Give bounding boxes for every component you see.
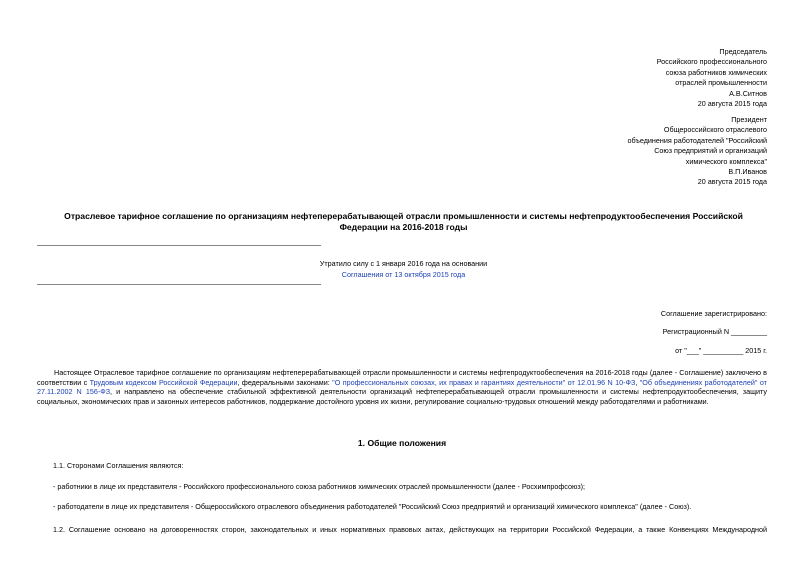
signature-line: Общероссийского отраслевого bbox=[663, 125, 767, 135]
paragraph: 1.2. Соглашение основано на договоренностях сторон, законодательных и иных нормативных правовых актах, действующих на территории Российской Федерации, а также Конвенциях Международной bbox=[53, 525, 767, 534]
intro-paragraph bbox=[37, 368, 767, 406]
signature-line: 20 августа 2015 года bbox=[697, 99, 767, 109]
signature-line: А.В.Ситнов bbox=[729, 88, 767, 98]
labor-code-link[interactable]: Трудовым кодексом Российской Федерации bbox=[89, 377, 238, 387]
paragraph: - работодатели в лице их представителя - Общероссийского отраслевого объединения работодателей "Российский Союз предприятий и организаций химического комплекса" (далее - Союз). bbox=[53, 502, 692, 511]
paragraph: 1.1. Сторонами Соглашения являются: bbox=[53, 461, 184, 470]
signature-line: 20 августа 2015 года bbox=[697, 177, 767, 187]
document-title: Отраслевое тарифное соглашение по организациям нефтеперерабатывающей отрасли промышленности и системы нефтепродуктообеспечения Российской Федерации на 2016-2018 годы bbox=[64, 211, 743, 232]
signature-line: химического комплекса" bbox=[685, 156, 767, 166]
signature-line: Президент bbox=[731, 115, 767, 124]
signature-line: объединения работодателей "Российский bbox=[627, 135, 767, 145]
paragraph: - работники в лице их представителя - Российского профессионального союза работников химических отраслей промышленности (далее - Росхимпрофсоюз); bbox=[53, 482, 586, 491]
registration-label: Соглашение зарегистрировано: bbox=[660, 309, 767, 318]
signature-line: Председатель bbox=[719, 47, 767, 56]
signature-line: Союз предприятий и организаций bbox=[654, 146, 767, 156]
lost-force-text: Утратило силу с 1 января 2016 года на основании bbox=[319, 259, 488, 268]
registration-date: от "___" __________ 2015 г. bbox=[675, 346, 767, 355]
registration-number: Регистрационный N _________ bbox=[662, 327, 767, 336]
intro-text: Настоящее Отраслевое тарифное соглашение по организациям нефтеперерабатывающей отрасли промышленности и системы нефтепродуктообеспечения на 2016-2018 годы (далее - Соглашение) заключено в соответствии с bbox=[37, 368, 767, 387]
lost-force-link[interactable]: Соглашения от 13 октября 2015 года bbox=[341, 269, 466, 279]
trade-unions-law-link[interactable]: "О профессиональных союзах, их правах и гарантиях деятельности" от 12.01.96 N 10-ФЗ bbox=[332, 377, 636, 387]
intro-text: , и направлено на обеспечение стабильной эффективной деятельности организаций нефтеперерабатывающей отрасли промышленности и системы нефтепродуктообеспечения, защиту социальных, экономических прав и законных интересов работников, поддержание достойного уровня их жизни, регулирование социально-трудовых отношений между работодателями и работниками. bbox=[37, 387, 767, 406]
signature-line: В.П.Иванов bbox=[728, 167, 767, 177]
intro-text: , bbox=[635, 377, 640, 387]
intro-text: , федеральными законами: bbox=[237, 377, 333, 387]
lost-force-notice bbox=[37, 259, 770, 280]
divider bbox=[37, 245, 321, 246]
signature-block-president bbox=[628, 115, 767, 188]
section-heading: 1. Общие положения bbox=[357, 438, 447, 448]
signature-line: Российского профессионального bbox=[656, 57, 767, 67]
employers-law-link[interactable]: "Об объединениях работодателей" от 27.11.2002 N 156-ФЗ bbox=[37, 377, 767, 397]
divider bbox=[37, 284, 321, 285]
signature-block-chairman bbox=[657, 47, 767, 109]
signature-line: отраслей промышленности bbox=[675, 78, 767, 88]
signature-line: союза работников химических bbox=[665, 67, 767, 77]
